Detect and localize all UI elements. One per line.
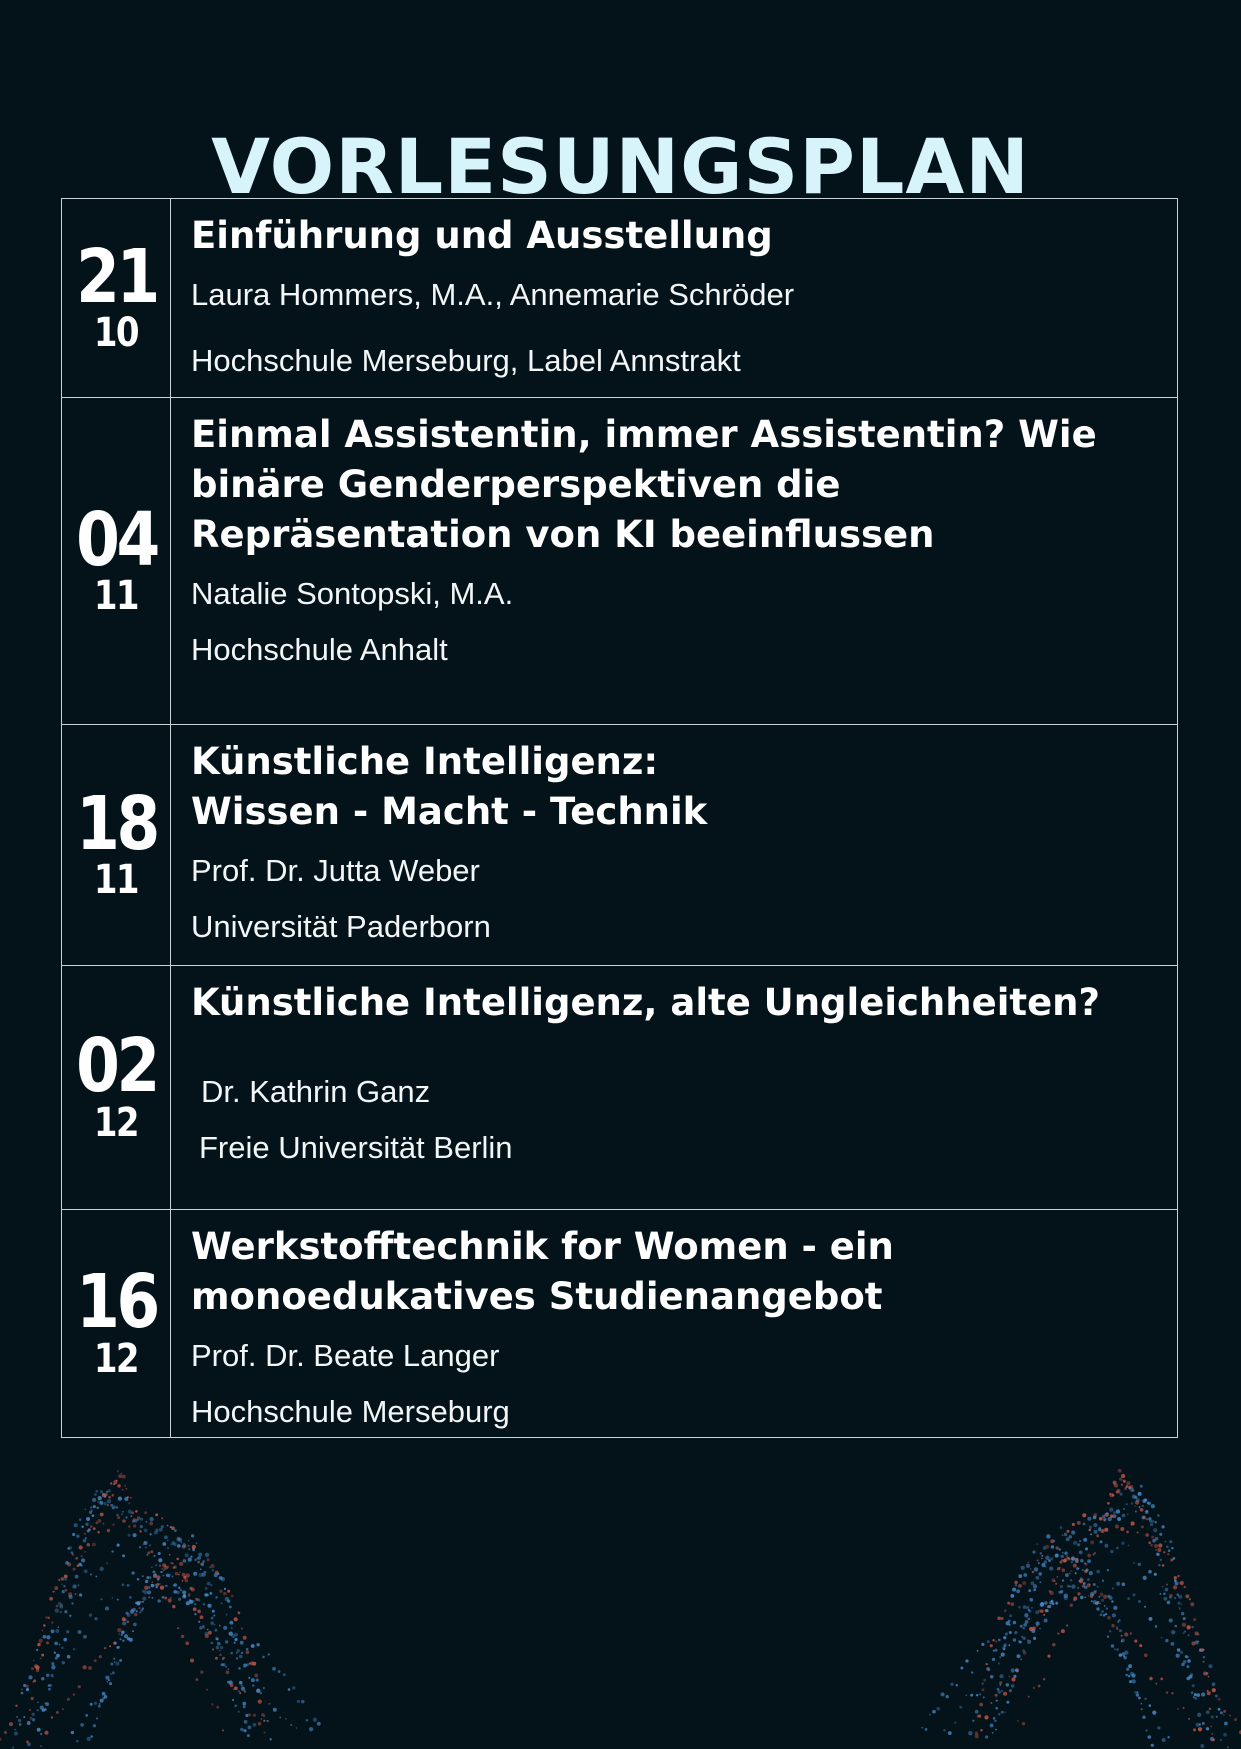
particle-wave-graphic-left (0, 1389, 410, 1749)
lecture-title: Werkstofftechnik for Women - ein monoedukatives Studienangebot (191, 1225, 894, 1318)
lecture-speaker: Prof. Dr. Jutta Weber (191, 853, 480, 888)
lecture-title: Einführung und Ausstellung (191, 214, 773, 257)
lecture-date (62, 966, 171, 1209)
lecture-speaker: Prof. Dr. Beate Langer (191, 1338, 500, 1373)
lecture-title: Künstliche Intelligenz: Wissen - Macht - Technik (191, 740, 708, 833)
lecture-info (171, 725, 1177, 965)
lecture-affiliation: Freie Universität Berlin (199, 1130, 513, 1165)
page-title: VORLESUNGSPLAN (211, 121, 1030, 211)
lecture-affiliation: Hochschule Merseburg, Label Annstrakt (191, 343, 741, 378)
lecture-row (62, 397, 1177, 724)
lecture-month: 12 (94, 1335, 138, 1382)
lecture-day: 18 (75, 780, 157, 867)
lecture-day: 16 (75, 1259, 157, 1346)
lecture-schedule-table (61, 198, 1178, 1438)
lecture-day: 21 (75, 233, 157, 320)
lecture-row (62, 199, 1177, 397)
lecture-affiliation: Hochschule Merseburg (191, 1394, 510, 1429)
lecture-affiliation: Universität Paderborn (191, 909, 491, 944)
lecture-speaker: Natalie Sontopski, M.A. (191, 576, 514, 611)
lecture-affiliation: Hochschule Anhalt (191, 632, 448, 667)
lecture-day: 02 (75, 1023, 157, 1110)
lecture-info (171, 398, 1177, 724)
lecture-info (171, 966, 1177, 1209)
particle-wave-graphic-right (831, 1389, 1241, 1749)
lecture-title: Künstliche Intelligenz, alte Ungleichheiten? (191, 981, 1100, 1024)
lecture-month: 11 (94, 857, 138, 904)
lecture-date (62, 725, 171, 965)
lecture-date (62, 398, 171, 724)
lecture-speaker: Laura Hommers, M.A., Annemarie Schröder (191, 277, 795, 312)
lecture-info (171, 199, 1177, 397)
lecture-day: 04 (75, 496, 157, 583)
lecture-row (62, 965, 1177, 1209)
lecture-month: 10 (94, 310, 138, 357)
lecture-speaker: Dr. Kathrin Ganz (201, 1074, 431, 1109)
lecture-month: 11 (94, 573, 138, 620)
lecture-date (62, 199, 171, 397)
lecture-row (62, 724, 1177, 965)
lecture-title: Einmal Assistentin, immer Assistentin? Wie binäre Genderperspektiven die Repräsentation von KI beeinflussen (191, 413, 1097, 556)
lecture-month: 12 (94, 1099, 138, 1146)
